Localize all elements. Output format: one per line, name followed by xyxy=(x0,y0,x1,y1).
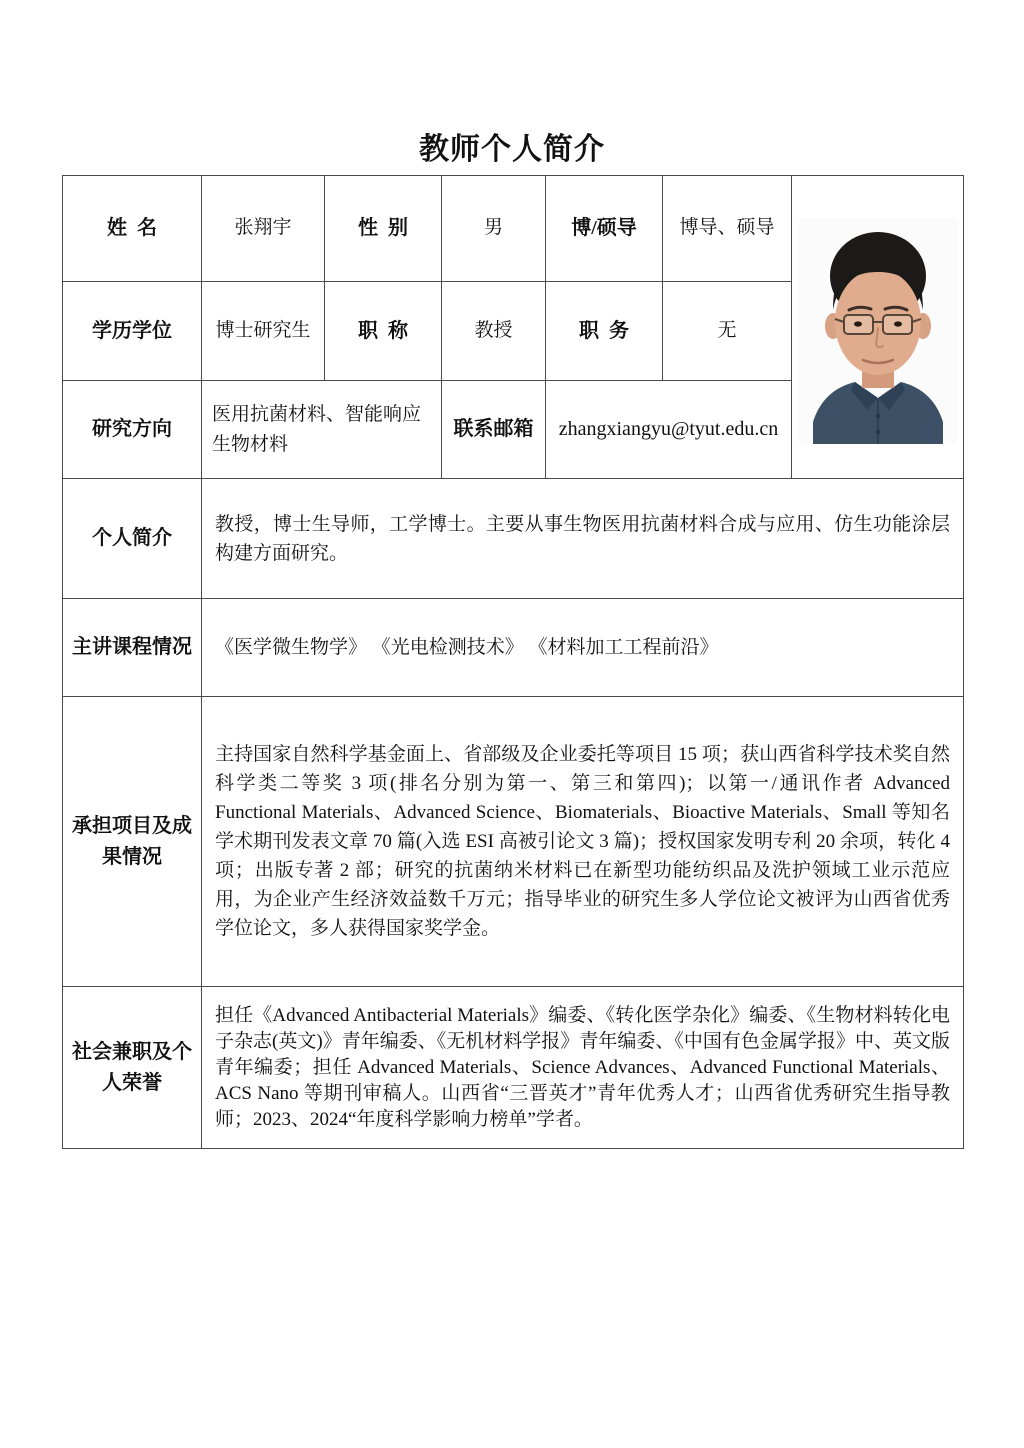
bio-label: 个人简介 xyxy=(63,479,202,599)
title-value: 教授 xyxy=(442,282,546,381)
page-title: 教师个人简介 xyxy=(419,133,605,166)
honors-label: 社会兼职及个人荣誉 xyxy=(63,987,202,1149)
name-label: 姓 名 xyxy=(63,176,202,282)
name-value: 张翔宇 xyxy=(202,176,325,282)
courses-label: 主讲课程情况 xyxy=(63,599,202,697)
gender-value: 男 xyxy=(442,176,546,282)
projects-label: 承担项目及成果情况 xyxy=(63,697,202,987)
teacher-photo xyxy=(799,218,957,444)
supervisor-value: 博导、硕导 xyxy=(663,176,792,282)
email-value: zhangxiangyu@tyut.edu.cn xyxy=(546,381,792,479)
duty-value: 无 xyxy=(663,282,792,381)
supervisor-label: 博/硕导 xyxy=(546,176,663,282)
table-row xyxy=(63,987,964,1149)
title-label: 职 称 xyxy=(325,282,442,381)
projects-value: 主持国家自然科学基金面上、省部级及企业委托等项目 15 项；获山西省科学技术奖自然科学类二等奖 3 项(排名分别为第一、第三和第四)；以第一/通讯作者 Advanced Functional Materials、Advanced Science、Biomaterials、Bioactive Materials、Small 等知名学术期刊发表文章 70 篇(入选 ESI 高被引论文 3 篇)；授权国家发明专利 20 余项，转化 4 项；出版专著 2 部；研究的抗菌纳米材料已在新型功能纺织品及洗护领域工业示范应用，为企业产生经济效益数千万元；指导毕业的研究生多人学位论文被评为山西省优秀学位论文，多人获得国家奖学金。 xyxy=(202,697,964,987)
photo-cell xyxy=(792,176,964,479)
bio-value: 教授，博士生导师，工学博士。主要从事生物医用抗菌材料合成与应用、仿生功能涂层构建方面研究。 xyxy=(202,479,964,599)
courses-value: 《医学微生物学》 《光电检测技术》 《材料加工工程前沿》 xyxy=(202,599,964,697)
degree-label: 学历学位 xyxy=(63,282,202,381)
research-label: 研究方向 xyxy=(63,381,202,479)
table-row xyxy=(63,599,964,697)
table-row xyxy=(63,479,964,599)
teacher-profile-table xyxy=(62,175,964,1149)
degree-value: 博士研究生 xyxy=(202,282,325,381)
table-row xyxy=(63,176,964,282)
duty-label: 职 务 xyxy=(546,282,663,381)
portrait-photo-graphic xyxy=(799,218,957,444)
research-value: 医用抗菌材料、智能响应生物材料 xyxy=(202,381,442,479)
honors-value: 担任《Advanced Antibacterial Materials》编委、《转化医学杂化》编委、《生物材料转化电子杂志(英文)》青年编委、《无机材料学报》青年编委、《中国有色金属学报》中、英文版青年编委；担任 Advanced Materials、Science Advances、Advanced Functional Materials、ACS Nano 等期刊审稿人。山西省“三晋英才”青年优秀人才；山西省优秀研究生指导教师；2023、2024“年度科学影响力榜单”学者。 xyxy=(202,987,964,1149)
table-row xyxy=(63,697,964,987)
email-label: 联系邮箱 xyxy=(442,381,546,479)
gender-label: 性 别 xyxy=(325,176,442,282)
